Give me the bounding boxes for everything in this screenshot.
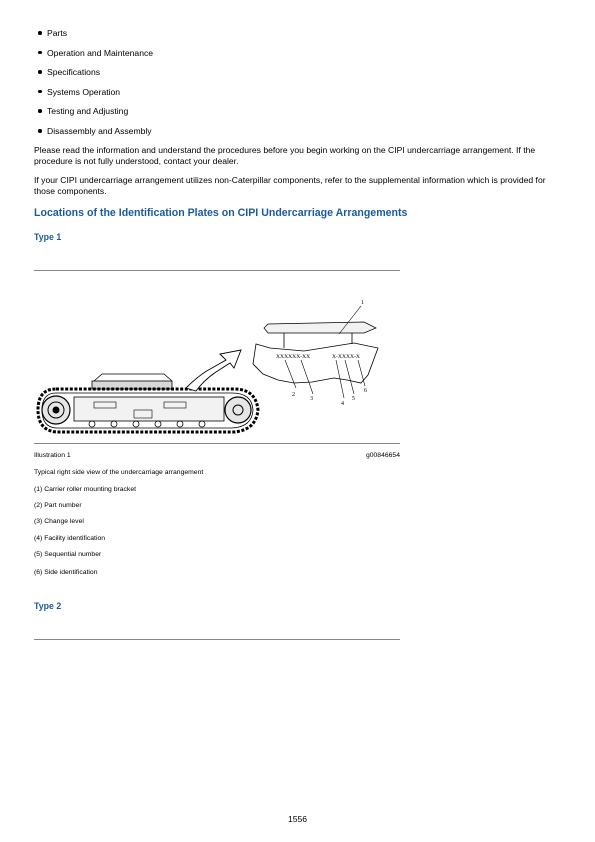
legend-item: (5) Sequential number [34, 551, 102, 558]
callout-6: 6 [364, 388, 367, 394]
list-item: Specifications [34, 66, 153, 86]
detail-arrow [186, 350, 241, 391]
list-item: Disassembly and Assembly [34, 125, 153, 145]
legend-item: (4) Facility identification [34, 535, 106, 542]
document-type-list [34, 27, 153, 145]
legend-item: (6) Side identification [34, 569, 98, 576]
illustration-code: g00846654 [365, 452, 400, 459]
type1-title: Type 1 [34, 232, 62, 242]
list-item: Testing and Adjusting [34, 105, 153, 125]
callout-4: 4 [341, 401, 344, 407]
id-plate-detail [253, 322, 378, 383]
track-assembly [38, 374, 258, 432]
intro-paragraph: Please read the information and understand the procedures before you begin working on the CIPI undercarriage arrangement. If the procedure is not fully understood, contact your dealer. [34, 145, 536, 167]
divider [34, 639, 400, 640]
page-number: 1556 [287, 814, 308, 824]
callout-3: 3 [310, 396, 313, 402]
figure-description: Typical right side view of the undercarriage arrangement [34, 469, 204, 476]
callout-5: 5 [352, 396, 355, 402]
section-title: Locations of the Identification Plates on CIPI Undercarriage Arrangements [34, 207, 408, 219]
divider [34, 443, 400, 444]
plate-text-right: X-XXXX-X [332, 354, 360, 360]
undercarriage-illustration [34, 288, 400, 440]
callout-1: 1 [361, 300, 364, 306]
divider [34, 270, 400, 271]
callout-2: 2 [292, 392, 295, 398]
legend-item: (2) Part number [34, 502, 82, 509]
legend-item: (3) Change level [34, 518, 84, 525]
type2-title: Type 2 [34, 601, 62, 611]
plate-text-left: XXXXXX-XX [276, 354, 311, 360]
illustration-label: Illustration 1 [34, 452, 71, 459]
components-paragraph: If your CIPI undercarriage arrangement utilizes non-Caterpillar components, refer to the supplemental information which is provided for those components. [34, 175, 546, 197]
list-item: Operation and Maintenance [34, 47, 153, 67]
legend-item: (1) Carrier roller mounting bracket [34, 486, 136, 493]
list-item: Systems Operation [34, 86, 153, 106]
list-item: Parts [34, 27, 153, 47]
